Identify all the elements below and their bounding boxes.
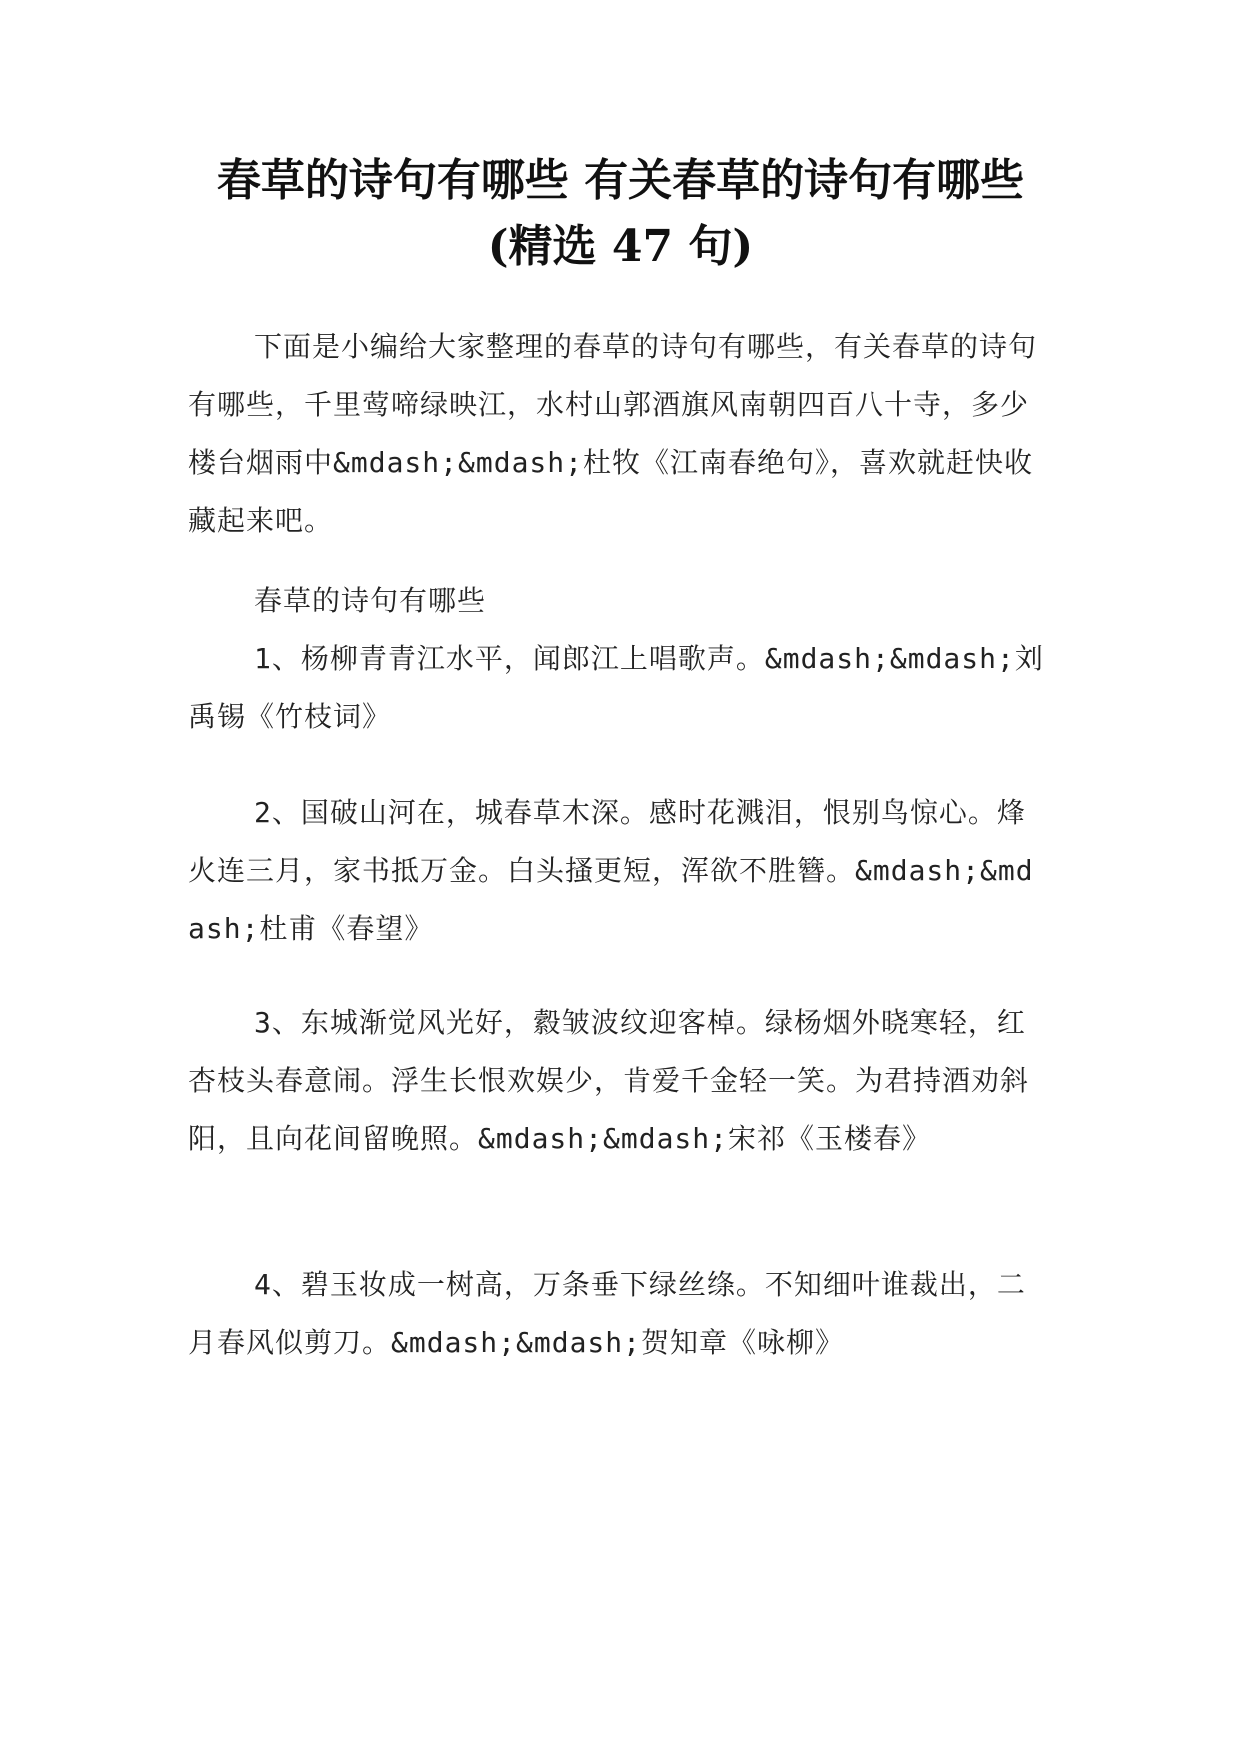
section-heading: 春草的诗句有哪些 [254,584,487,617]
title-line-2: (精选 47 句) [487,221,754,272]
title-line-1: 春草的诗句有哪些 有关春草的诗句有哪些 [216,155,1025,206]
poem-item-4: 4、碧玉妆成一树高，万条垂下绿丝绦。不知细叶谁裁出，二月春风似剪刀。&mdash;&mdash;贺知章《咏柳》 [188,1268,1026,1359]
poem-item-2: 2、国破山河在，城春草木深。感时花溅泪，恨别鸟惊心。烽火连三月，家书抵万金。白头搔更短，浑欲不胜簪。&mdash;&mdash;杜甫《春望》 [188,796,1034,945]
poem-item-3: 3、东城渐觉风光好，縠皱波纹迎客棹。绿杨烟外晓寒轻，红杏枝头春意闹。浮生长恨欢娱少，肯爱千金轻一笑。为君持酒劝斜阳，且向花间留晚照。&mdash;&mdash;宋祁《玉楼春》 [188,1006,1030,1155]
document-title [150,148,1091,280]
intro-paragraph: 下面是小编给大家整理的春草的诗句有哪些，有关春草的诗句有哪些，千里莺啼绿映江，水村山郭酒旗风南朝四百八十寺，多少楼台烟雨中&mdash;&mdash;杜牧《江南春绝句》，喜欢就赶快收藏起来吧。 [188,330,1038,537]
poem-item-1: 1、杨柳青青江水平，闻郎江上唱歌声。&mdash;&mdash;刘禹锡《竹枝词》 [188,642,1044,733]
